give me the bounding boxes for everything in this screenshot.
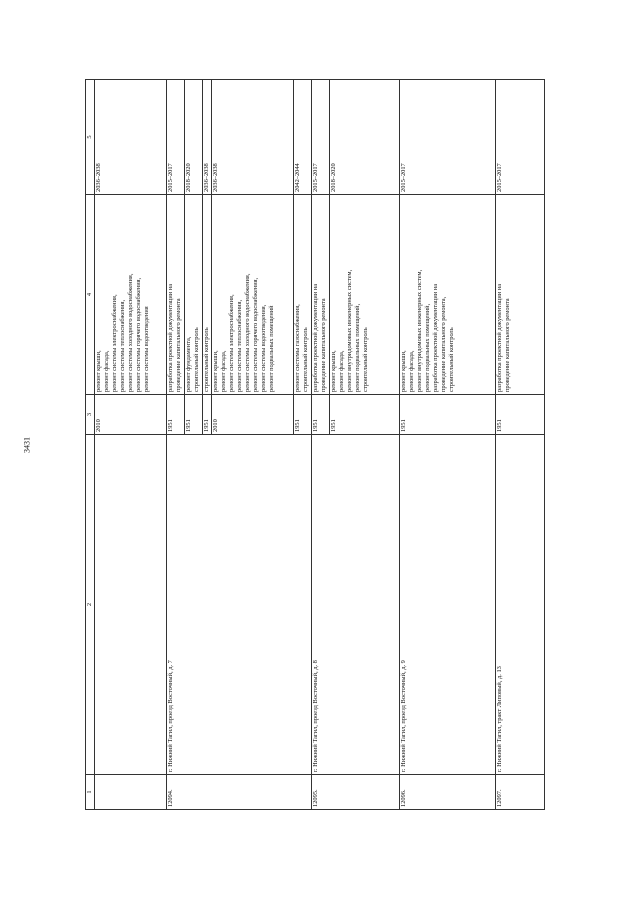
work-item: ремонт внутридомовых инженерных систем, — [416, 269, 423, 392]
works-cell — [95, 195, 167, 395]
repair-schedule-table — [85, 79, 545, 810]
work-item: ремонт фундамента, — [185, 336, 192, 392]
work-item: строительный контроль — [362, 327, 369, 392]
row-number: 12096. — [400, 775, 496, 810]
period-cell: 2015–2017 — [167, 80, 185, 195]
year-cell: 2010 — [212, 395, 294, 435]
period-cell: 2015–2017 — [312, 80, 330, 195]
work-item: ремонт системы водоотведения, — [260, 304, 267, 392]
work-item: ремонт системы теплоснабжения, — [236, 299, 243, 392]
work-item: разработка проектной документации на — [432, 283, 439, 392]
work-item: ремонт системы холодного водоснабжения, — [127, 273, 134, 392]
address-cell: г. Нижний Тагил, проезд Восточный, д. 7 — [167, 435, 312, 775]
year-cell: 1951 — [203, 395, 212, 435]
period-cell: 2036–2038 — [203, 80, 212, 195]
work-item: проведение капитального ремонта — [504, 298, 511, 392]
works-cell — [400, 195, 496, 395]
work-item: проведение капитального ремонта — [175, 298, 182, 392]
work-item: строительный контроль — [448, 327, 455, 392]
work-item: проведение капитального ремонта, — [440, 296, 447, 392]
year-cell: 1951 — [312, 395, 330, 435]
page-number: 3431 — [22, 437, 32, 453]
work-item: разработка проектной документации на — [167, 283, 174, 392]
year-cell: 1951 — [185, 395, 203, 435]
work-item: ремонт фасада, — [103, 350, 110, 392]
work-item: ремонт крыши, — [212, 350, 219, 392]
work-item: ремонт фасада, — [338, 350, 345, 392]
works-cell — [212, 195, 294, 395]
work-item: ремонт системы теплоснабжения, — [119, 299, 126, 392]
table-row — [400, 80, 496, 810]
rotated-page — [85, 80, 545, 810]
work-item: разработка проектной документации на — [312, 283, 319, 392]
year-cell: 1951 — [294, 395, 312, 435]
year-cell: 1951 — [400, 395, 496, 435]
work-item: проведение капитального ремонта — [320, 298, 327, 392]
work-item: ремонт системы горячего водоснабжения, — [252, 277, 259, 392]
work-item: ремонт внутридомовых инженерных систем, — [346, 269, 353, 392]
work-item: ремонт системы газоснабжения, — [294, 304, 301, 392]
period-cell: 2015–2017 — [400, 80, 496, 195]
period-cell: 2015–2017 — [496, 80, 545, 195]
column-number-row — [86, 80, 95, 810]
work-item: строительный контроль — [302, 327, 309, 392]
address-cell: г. Нижний Тагил, проезд Восточный, д. 9 — [400, 435, 496, 775]
work-item: ремонт системы электроснабжения, — [111, 294, 118, 392]
row-number: 12097. — [496, 775, 545, 810]
work-item: ремонт подвальных помещений, — [424, 303, 431, 392]
works-cell — [294, 195, 312, 395]
period-cell: 2018–2020 — [185, 80, 203, 195]
row-number: 12094. — [167, 775, 312, 810]
work-item: ремонт фасада, — [408, 350, 415, 392]
work-item: ремонт системы водоотведения — [143, 306, 150, 392]
address-cell: г. Нижний Тагил, тракт Липовый, д. 13 — [496, 435, 545, 775]
period-cell: 2036–2038 — [212, 80, 294, 195]
header-col-4: 4 — [86, 195, 95, 395]
work-item: ремонт системы горячего водоснабжения, — [135, 277, 142, 392]
work-item: разработка проектной документации на — [496, 283, 503, 392]
period-cell: 2018–2020 — [330, 80, 400, 195]
work-item: ремонт подвальных помещений — [268, 305, 275, 392]
year-cell: 1951 — [167, 395, 185, 435]
period-cell: 2036–2038 — [95, 80, 167, 195]
year-cell: 1951 — [496, 395, 545, 435]
work-item: ремонт системы электроснабжения, — [228, 294, 235, 392]
work-item: ремонт крыши, — [400, 350, 407, 392]
work-item: ремонт крыши, — [95, 350, 102, 392]
header-col-2: 2 — [86, 435, 95, 775]
work-item: ремонт фасада, — [220, 350, 227, 392]
table-row — [312, 80, 330, 810]
works-cell — [312, 195, 330, 395]
header-col-5: 5 — [86, 80, 95, 195]
table-row — [95, 80, 167, 810]
works-cell — [185, 195, 203, 395]
works-cell — [167, 195, 185, 395]
address-cell: г. Нижний Тагил, проезд Восточный, д. 8 — [312, 435, 400, 775]
header-col-1: 1 — [86, 775, 95, 810]
works-cell — [330, 195, 400, 395]
table-row — [496, 80, 545, 810]
work-item: ремонт подвальных помещений, — [354, 303, 361, 392]
works-cell — [203, 195, 212, 395]
year-cell: 1951 — [330, 395, 400, 435]
work-item: строительный контроль — [193, 327, 200, 392]
works-cell — [496, 195, 545, 395]
header-col-3: 3 — [86, 395, 95, 435]
work-item: ремонт крыши, — [330, 350, 337, 392]
period-cell: 2042–2044 — [294, 80, 312, 195]
row-number: 12095. — [312, 775, 400, 810]
work-item: ремонт системы холодного водоснабжения, — [244, 273, 251, 392]
year-cell: 2010 — [95, 395, 167, 435]
work-item: строительный контроль — [203, 327, 210, 392]
table-row — [167, 80, 185, 810]
